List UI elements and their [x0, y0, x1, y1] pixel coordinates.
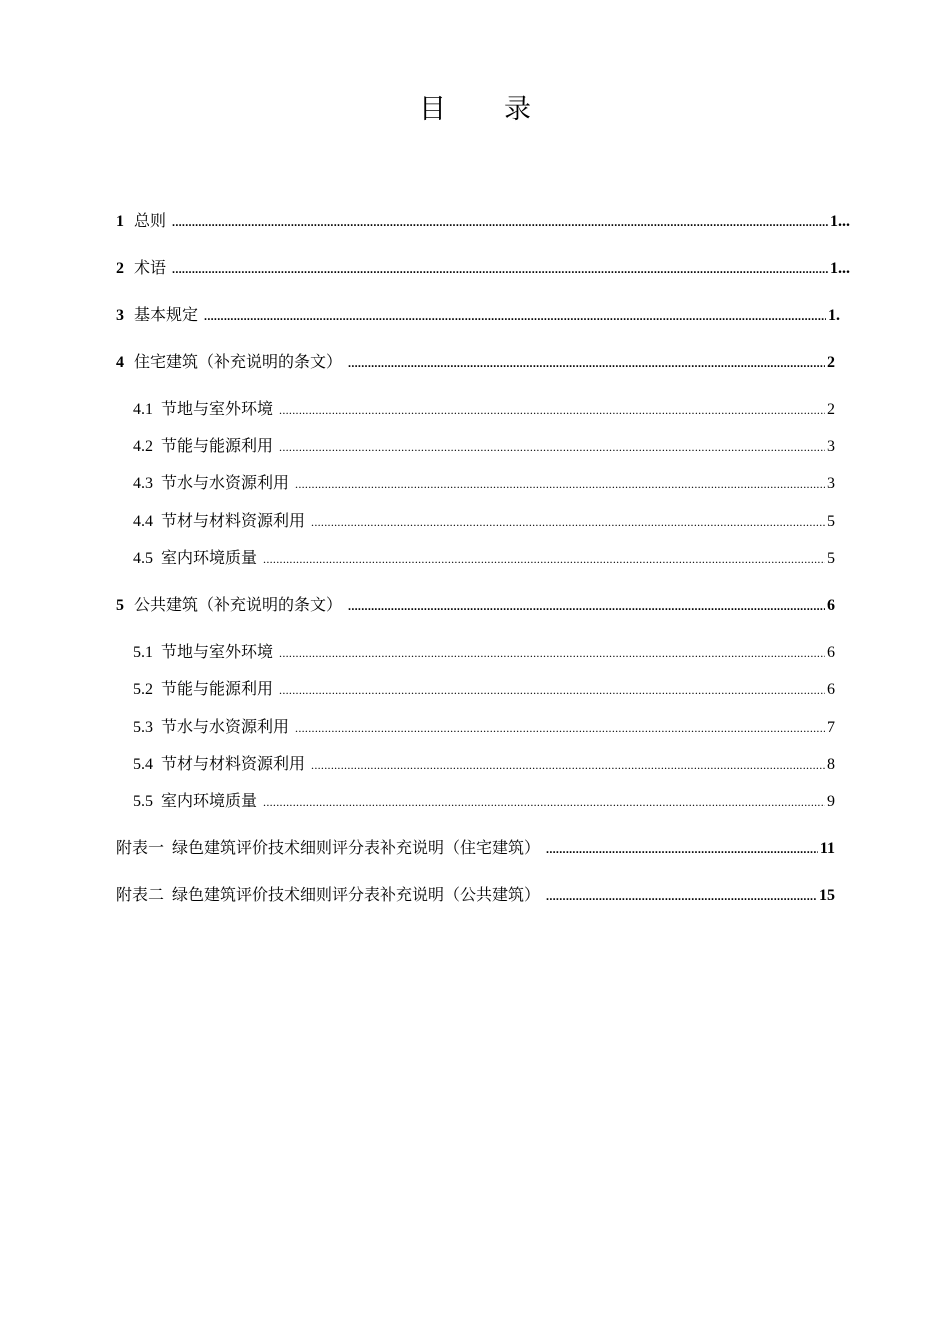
toc-entry-number: 5.1 [133, 644, 153, 661]
toc-entry-title: 基本规定 [134, 305, 199, 324]
toc-leader-dots [348, 595, 825, 617]
toc-entry-4-5[interactable] [133, 547, 835, 570]
toc-entry-title: 术语 [134, 258, 167, 277]
toc-entry-4[interactable] [116, 351, 835, 374]
toc-entry-page: 5 [827, 513, 835, 530]
toc-entry-5-1[interactable] [133, 641, 835, 664]
toc-entry-page: 7 [827, 719, 835, 736]
toc-entry-title: 节水与水资源利用 [161, 717, 290, 736]
toc-entry-4-2[interactable] [133, 435, 835, 458]
toc-entry-page: 8 [827, 756, 835, 773]
toc-entry-page: 11 [819, 840, 835, 857]
toc-entry-page: 6 [827, 644, 835, 661]
toc-entry-page: 9 [827, 793, 835, 810]
toc-entry-number: 5.4 [133, 756, 153, 773]
toc-entry-appendix-2[interactable] [116, 884, 835, 907]
toc-leader-dots [263, 548, 825, 570]
toc-entry-number: 1 [116, 213, 124, 230]
toc-entry-page: 3 [827, 438, 835, 455]
title-char-2: 录 [504, 94, 531, 125]
toc-entry-number: 4.4 [133, 513, 153, 530]
toc-entry-page: 1... [830, 260, 850, 277]
toc-entry-title: 室内环境质量 [161, 791, 258, 810]
toc-entry-page: 2 [827, 354, 835, 371]
toc-leader-dots [295, 473, 825, 495]
toc-entry-title: 节地与室外环境 [161, 399, 274, 418]
toc-entry-number: 5.3 [133, 719, 153, 736]
toc-entry-title: 室内环境质量 [161, 548, 258, 567]
toc-entry-5-2[interactable] [133, 678, 835, 701]
toc-leader-dots [546, 838, 818, 860]
toc-leader-dots [279, 679, 825, 701]
toc-entry-number: 3 [116, 307, 124, 324]
toc-entry-number: 4 [116, 354, 124, 371]
toc-leader-dots [295, 717, 825, 739]
toc-entry-number: 5 [116, 597, 124, 614]
toc-leader-dots [348, 352, 825, 374]
toc-entry-title: 节能与能源利用 [161, 679, 274, 698]
toc-entry-number: 附表二 [116, 887, 165, 904]
toc-leader-dots [279, 436, 825, 458]
toc-entry-title: 绿色建筑评价技术细则评分表补充说明（住宅建筑） [172, 838, 541, 857]
toc-entry-4-3[interactable] [133, 472, 835, 495]
toc-leader-dots [279, 399, 825, 421]
toc-entry-4-1[interactable] [133, 398, 835, 421]
toc-leader-dots [204, 305, 826, 327]
toc-entry-page: 6 [827, 681, 835, 698]
toc-entry-page: 6 [827, 597, 835, 614]
toc-entry-appendix-1[interactable] [116, 837, 835, 860]
toc-leader-dots [546, 885, 817, 907]
toc-entry-5-4[interactable] [133, 753, 835, 776]
toc-entry-number: 附表一 [116, 840, 165, 857]
toc-entry-page: 1. [828, 307, 840, 324]
toc-entry-title: 节材与材料资源利用 [161, 754, 306, 773]
toc-leader-dots [311, 754, 825, 776]
toc-entry-title: 节水与水资源利用 [161, 473, 290, 492]
toc-entry-number: 2 [116, 260, 124, 277]
toc-entry-page: 15 [819, 887, 835, 904]
toc-leader-dots [263, 791, 825, 813]
toc-entry-5-5[interactable] [133, 790, 835, 813]
toc-entry-number: 4.3 [133, 475, 153, 492]
toc-entry-page: 5 [827, 550, 835, 567]
toc-entry-number: 5.5 [133, 793, 153, 810]
toc-entry-title: 节能与能源利用 [161, 436, 274, 455]
toc-entry-3[interactable] [116, 304, 840, 327]
toc-leader-dots [279, 642, 825, 664]
toc-entry-5-3[interactable] [133, 716, 835, 739]
toc-entry-title: 节材与材料资源利用 [161, 511, 306, 530]
toc-entry-number: 4.1 [133, 401, 153, 418]
toc-entry-title: 节地与室外环境 [161, 642, 274, 661]
toc-entry-4-4[interactable] [133, 510, 835, 533]
toc-entry-page: 1... [830, 213, 850, 230]
toc-entry-title: 绿色建筑评价技术细则评分表补充说明（公共建筑） [172, 885, 541, 904]
toc-entry-page: 3 [827, 475, 835, 492]
toc-entry-page: 2 [827, 401, 835, 418]
toc-leader-dots [311, 511, 825, 533]
toc-entry-title: 总则 [134, 211, 167, 230]
page-title [0, 88, 950, 132]
title-char-1: 目 [419, 94, 446, 125]
toc-leader-dots [172, 211, 828, 233]
toc-entry-number: 5.2 [133, 681, 153, 698]
toc-leader-dots [172, 258, 828, 280]
toc-entry-title: 公共建筑（补充说明的条文） [134, 595, 343, 614]
toc-entry-5[interactable] [116, 594, 835, 617]
toc-entry-2[interactable] [116, 257, 850, 280]
toc-entry-1[interactable] [116, 210, 850, 233]
toc-entry-number: 4.5 [133, 550, 153, 567]
toc-entry-title: 住宅建筑（补充说明的条文） [134, 352, 343, 371]
toc-entry-number: 4.2 [133, 438, 153, 455]
